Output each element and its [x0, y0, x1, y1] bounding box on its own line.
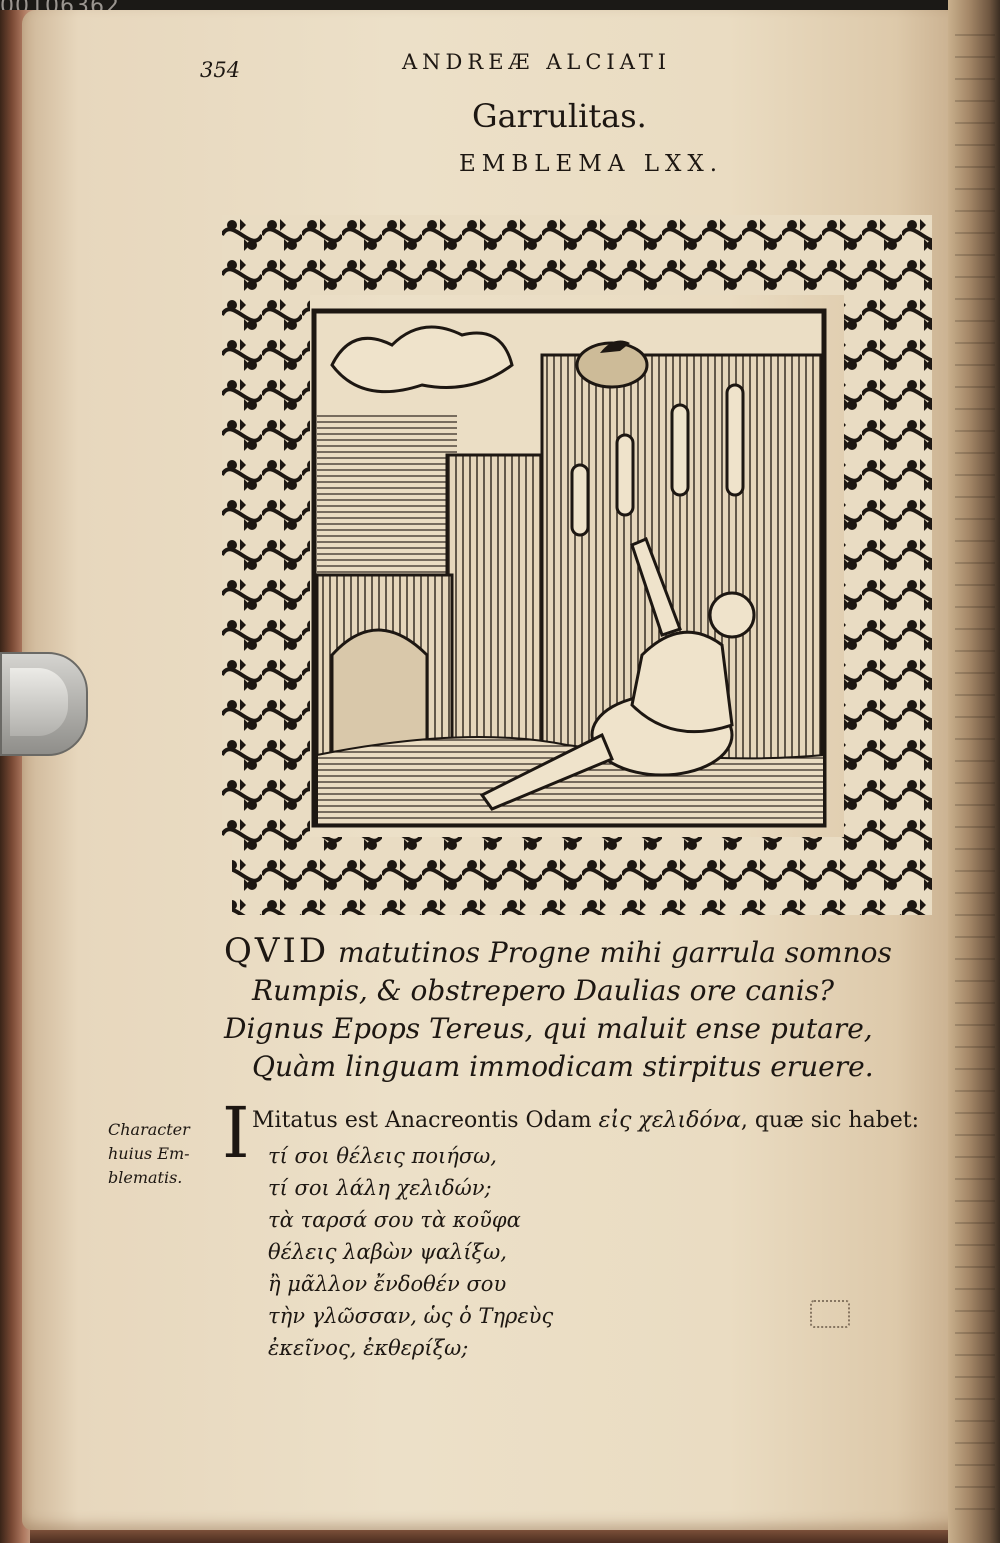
library-stamp [810, 1300, 850, 1328]
poem-line-2: Rumpis, & obstrepero Daulias ore canis? [252, 974, 835, 1007]
ornament-border-bottom [232, 837, 932, 915]
margin-note-line: Character [108, 1120, 190, 1139]
greek-phrase: εἰς χελιδόνα [598, 1108, 741, 1133]
greek-verse-line: τί σοι λάλη χελιδών; [268, 1176, 492, 1200]
greek-verses [268, 1140, 553, 1364]
greek-verse-line: τί σοι θέλεις ποιήσω, [268, 1144, 497, 1168]
margin-note-line: huius Em- [108, 1144, 190, 1163]
emblem-title: Garrulitas. [472, 97, 647, 135]
ornament-border-right [844, 295, 932, 837]
greek-verse-line: τὴν γλῶσσαν, ὡς ὁ Τηρεὺς [268, 1304, 554, 1328]
page-clip [0, 652, 88, 756]
woodcut-illustration [222, 215, 932, 915]
commentary-first-line: Mitatus est Anacreontis Odam εἰς χελιδόνα, quæ sic habet: [252, 1108, 920, 1133]
poem-drop-word: QVID [224, 931, 330, 971]
greek-verse-line: ἢ μᾶλλον ἔνδοθέν σου [268, 1272, 507, 1296]
poem-line-1: QVID matutinos Progne mihi garrula somnos [224, 931, 892, 971]
bleed-through-lines [955, 30, 995, 1510]
emblem-number: EMBLEMA LXX. [459, 151, 724, 177]
book-page [22, 10, 962, 1530]
ornament-border-left [222, 295, 310, 837]
margin-note-line: blematis. [108, 1168, 183, 1187]
poem-line-3: Dignus Epops Tereus, qui maluit ense putare, [224, 1012, 873, 1045]
emblem-poem [224, 932, 924, 1086]
poem-line-4: Quàm linguam immodicam stirpitus eruere. [252, 1050, 874, 1083]
greek-verse-line: ἐκεῖνος, ἐκθερίξω; [268, 1336, 469, 1360]
running-head: ANDREÆ ALCIATI [402, 50, 672, 74]
greek-verse-line: θέλεις λαβὼν ψαλίξω, [268, 1240, 507, 1264]
margin-note [108, 1118, 218, 1190]
ornament-border-top [222, 215, 932, 295]
page-number: 354 [200, 58, 241, 82]
initial-capital: I [222, 1092, 250, 1174]
greek-verse-line: τὰ ταρσά σου τὰ κοῦφα [268, 1208, 521, 1232]
